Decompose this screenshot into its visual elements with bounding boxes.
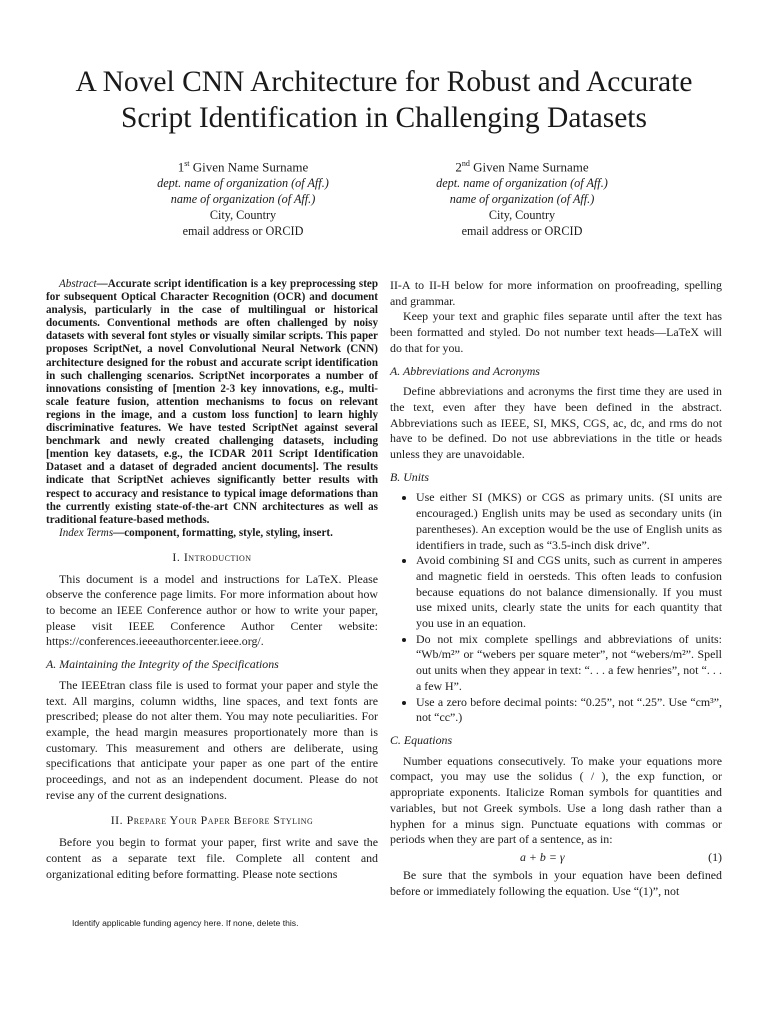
paragraph: II-A to II-H below for more information on proofreading, spelling and grammar. [390, 278, 722, 308]
paragraph: The IEEEtran class file is used to format your paper and style the text. All margins, column widths, line spaces, and text fonts are prescribed; please do not alter them. You may note peculiarities. For example, the head margin measures proportionately more than is customary. This measurement and others are deliberate, using specifications that anticipate your paper as one part of the entire proceedings, and not as an independent document. Please do not revise any of the current designations. [46, 677, 378, 802]
title-line-1: A Novel CNN Architecture for Robust and Accurate [75, 66, 693, 98]
author-email: email address or ORCID [182, 224, 304, 239]
section-heading-introduction: I. Introduction [172, 549, 252, 564]
author-name: 1st Given Name Surname [177, 159, 309, 175]
paragraph: This document is a model and instructions for LaTeX. Please observe the conference page limits. For more information about how to become an IEEE Conference author or how to write your paper, please visit IEEE Conference Author Center website: https://conferences.ieeeauthorcenter.ieee.org/. [46, 571, 378, 649]
equation-expression: a + b = γ [520, 849, 565, 864]
subsection-heading: A. Maintaining the Integrity of the Specifications [46, 657, 279, 672]
title-line-2: Script Identification in Challenging Datasets [121, 102, 647, 134]
equation [390, 848, 722, 868]
paragraph: Define abbreviations and acronyms the first time they are used in the text, even after they have been defined in the abstract. Abbreviations such as IEEE, SI, MKS, CGS, ac, dc, and rms do not have to be defined. Do not use abbreviations in the title or heads unless they are unavoidable. [390, 384, 722, 462]
author-location: City, Country [488, 208, 556, 223]
subsection-heading: B. Units [390, 469, 429, 484]
author-email: email address or ORCID [461, 224, 583, 239]
subsection-heading: C. Equations [390, 732, 453, 747]
paragraph: Be sure that the symbols in your equation have been defined before or immediately following the equation. Use “(1)”, not [390, 867, 722, 898]
paragraph: Keep your text and graphic files separate until after the text has been formatted and styled. Do not number text heads—LaTeX will do that for you. [390, 309, 722, 355]
author-org: name of organization (of Aff.) [170, 192, 316, 207]
author-block-1 [113, 155, 373, 239]
author-dept: dept. name of organization (of Aff.) [436, 176, 608, 191]
author-org: name of organization (of Aff.) [449, 192, 595, 207]
right-column [390, 278, 722, 899]
list-item: • Avoid combining SI and CGS units, such as current in amperes and magnetic field in oersteds. This often leads to confusion because equations do not balance dimensionally. If you must use mixed units, clearly state the units for each quantity that you use in an equation. [416, 553, 722, 632]
author-name: 2nd Given Name Surname [455, 159, 589, 175]
paper-title [40, 64, 728, 136]
paragraph: Number equations consecutively. To make your equations more compact, you may use the solidus ( / ), the exp function, or appropriate exponents. Italicize Roman symbols for quantities and variables, but not Greek symbols. Use a long dash rather than a hyphen for a minus sign. Punctuate equations with commas or periods when they are part of a sentence, as in: [390, 753, 722, 847]
subsection-heading: A. Abbreviations and Acronyms [390, 363, 540, 378]
index-terms: Index Terms—component, formatting, style, styling, insert. [59, 526, 333, 539]
left-column [46, 278, 378, 882]
abstract: Abstract—Accurate script identification is a key preprocessing step for subsequent Optical Character Recognition (OCR) and document analysis, particularly in the case of multilingual or historical documents. Conventional methods are often challenged by noisy datasets with several font styles or visually similar scripts. This paper proposes ScriptNet, a novel Convolutional Neural Network (CNN) architecture designed for the robust and accurate script identification in such challenging scenarios. ScriptNet incorporates a number of innovations consisting of [mention 2-3 key innovations, e.g., multi-scale feature fusion, attention mechanisms to focus on relevant regions in the image, and a custom loss function] to learn highly discriminative features. We have tested ScriptNet against several benchmark and newly created challenging datasets, including [mention key datasets, e.g., the ICDAR 2011 Script Identification Dataset and a dataset of degraded ancient documents]. The results indicate that ScriptNet achieves significantly better results with respect to accuracy and resistance to typical image deformations than the currently existing state-of-the-art CNN architectures as well as traditional feature-based methods. [46, 278, 378, 526]
units-list [390, 490, 722, 726]
author-block-2 [392, 155, 652, 239]
list-item: • Use a zero before decimal points: “0.25”, not “.25”. Use “cm³”, not “cc”.) [416, 695, 722, 726]
funding-footnote: Identify applicable funding agency here. If none, delete this. [72, 918, 299, 928]
author-location: City, Country [209, 208, 277, 223]
list-item: • Use either SI (MKS) or CGS as primary units. (SI units are encouraged.) English units may be used as secondary units (in parentheses). An exception would be the use of English units as identifiers in trade, such as “3.5-inch disk drive”. [416, 490, 722, 553]
paragraph: Before you begin to format your paper, first write and save the content as a separate text file. Complete all content and organizational editing before formatting. Please note sections [46, 835, 378, 881]
equation-number: (1) [708, 849, 722, 864]
section-heading-prepare: II. Prepare Your Paper Before Styling [110, 813, 314, 828]
author-dept: dept. name of organization (of Aff.) [157, 176, 329, 191]
list-item: • Do not mix complete spellings and abbreviations of units: “Wb/m²” or “webers per square meter”, not “webers/m²”. Spell out units when they appear in text: “. . . a few henries”, not “. . . a few H”. [416, 632, 722, 695]
